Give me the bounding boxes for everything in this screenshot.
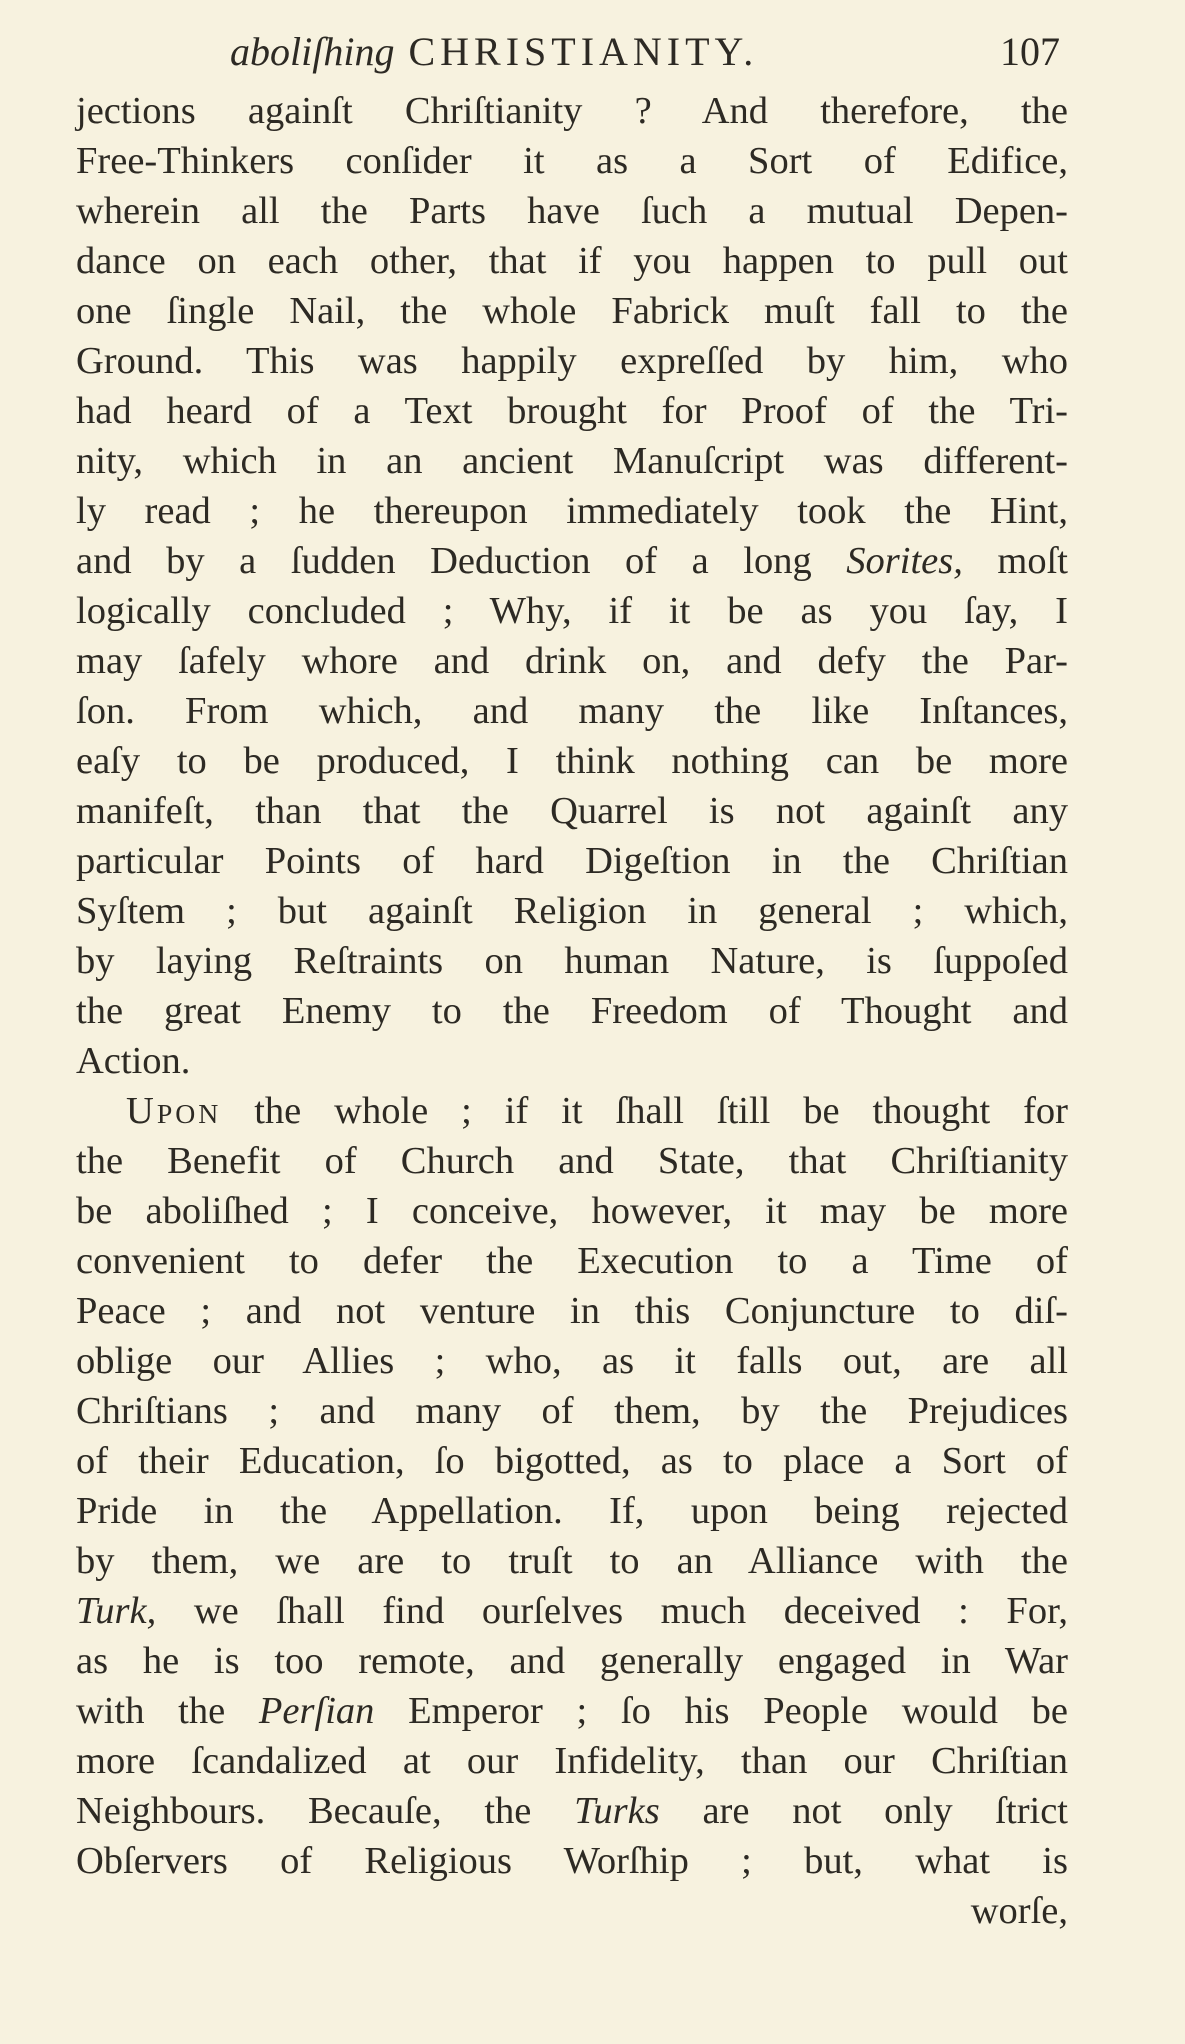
italic-word: Sorites,: [846, 540, 963, 582]
line-text: Free-Thinkers conſider it as a Sort of Edifice,: [76, 140, 1068, 182]
text-line: [76, 136, 1068, 186]
line-text: by laying Reſtraints on human Nature, is ſuppoſed: [76, 940, 1068, 982]
italic-word: Turk,: [76, 1590, 157, 1632]
text-line: [76, 1236, 1068, 1286]
text-line: [76, 1286, 1068, 1336]
text-line: [76, 1036, 1068, 1086]
line-text: Action.: [76, 1040, 191, 1082]
running-head-italic: aboliſhing: [230, 29, 395, 74]
line-text: be aboliſhed ; I conceive, however, it may be more: [76, 1190, 1068, 1232]
line-text: Obſervers of Religious Worſhip ; but, what is: [76, 1840, 1068, 1882]
line-text: convenient to defer the Execution to a Time of: [76, 1240, 1068, 1282]
line-text: moſt: [962, 540, 1068, 582]
text-line: [76, 736, 1068, 786]
page-number: 107: [1000, 29, 1060, 74]
line-text: Ground. This was happily expreſſed by him, who: [76, 340, 1068, 382]
line-text: ſon. From which, and many the like Inſtances,: [76, 690, 1068, 732]
text-line: [76, 1336, 1068, 1386]
text-line: [76, 1636, 1068, 1686]
text-line: [76, 986, 1068, 1036]
text-line: [76, 886, 1068, 936]
text-line: [76, 1436, 1068, 1486]
catchword: [76, 1886, 1068, 1936]
text-line: [76, 336, 1068, 386]
line-text: nity, which in an ancient Manuſcript was different-: [76, 440, 1068, 482]
line-text: we ſhall find ourſelves much deceived : For,: [156, 1590, 1068, 1632]
line-text: worſe,: [970, 1890, 1068, 1932]
small-caps-word: UPON: [126, 1090, 222, 1132]
line-text: the Benefit of Church and State, that Chriſtianity: [76, 1140, 1068, 1182]
text-line: [76, 1786, 1068, 1836]
line-text: and by a ſudden Deduction of a long: [76, 540, 847, 582]
line-text: particular Points of hard Digeſtion in the Chriſtian: [76, 840, 1068, 882]
line-text: more ſcandalized at our Infidelity, than our Chriſtian: [76, 1740, 1068, 1782]
text-line: [76, 286, 1068, 336]
line-text: eaſy to be produced, I think nothing can be more: [76, 740, 1068, 782]
line-text: had heard of a Text brought for Proof of the Tri-: [76, 390, 1068, 432]
line-text: jections againſt Chriſtianity ? And therefore, the: [76, 90, 1068, 132]
line-text: Pride in the Appellation. If, upon being rejected: [76, 1490, 1068, 1532]
text-line: [76, 1586, 1068, 1636]
text-line: [76, 936, 1068, 986]
line-text: one ſingle Nail, the whole Fabrick muſt fall to the: [76, 290, 1068, 332]
line-text: oblige our Allies ; who, as it falls out, are all: [76, 1340, 1068, 1382]
text-line: [76, 486, 1068, 536]
text-line: [76, 1836, 1068, 1886]
running-header: [230, 22, 1060, 82]
body-text: [76, 86, 1068, 1936]
text-line: [76, 686, 1068, 736]
text-line: [76, 236, 1068, 286]
line-text: as he is too remote, and generally engaged in War: [76, 1640, 1068, 1682]
line-text: the great Enemy to the Freedom of Thought and: [76, 990, 1068, 1032]
line-text: Neighbours. Becauſe, the: [76, 1790, 575, 1832]
text-line: [76, 1086, 1068, 1136]
text-line: [76, 1136, 1068, 1186]
line-text: Syſtem ; but againſt Religion in general ; which,: [76, 890, 1068, 932]
text-line: [76, 1686, 1068, 1736]
text-line: [76, 536, 1068, 586]
line-text: are not only ſtrict: [659, 1790, 1069, 1832]
line-text: manifeſt, than that the Quarrel is not againſt any: [76, 790, 1068, 832]
line-text: logically concluded ; Why, if it be as you ſay, I: [76, 590, 1068, 632]
text-line: [76, 1186, 1068, 1236]
line-text: ly read ; he thereupon immediately took the Hint,: [76, 490, 1068, 532]
text-line: [76, 186, 1068, 236]
text-line: [76, 1386, 1068, 1436]
text-line: [76, 1486, 1068, 1536]
line-text: Emperor ; ſo his People would be: [374, 1690, 1068, 1732]
text-line: [76, 86, 1068, 136]
line-text: the whole ; if it ſhall ſtill be thought for: [221, 1090, 1068, 1132]
line-text: may ſafely whore and drink on, and defy the Par-: [76, 640, 1068, 682]
text-line: [76, 786, 1068, 836]
text-line: [76, 586, 1068, 636]
line-text: of their Education, ſo bigotted, as to place a Sort of: [76, 1440, 1068, 1482]
line-text: wherein all the Parts have ſuch a mutual Depen-: [76, 190, 1068, 232]
text-line: [76, 1536, 1068, 1586]
line-text: dance on each other, that if you happen to pull out: [76, 240, 1068, 282]
text-line: [76, 436, 1068, 486]
running-head-title: CHRISTIANITY.: [408, 29, 759, 74]
line-text: with the: [76, 1690, 259, 1732]
italic-word: Perſian: [258, 1690, 375, 1732]
line-text: Chriſtians ; and many of them, by the Prejudices: [76, 1390, 1068, 1432]
line-text: Peace ; and not venture in this Conjuncture to diſ-: [76, 1290, 1068, 1332]
text-line: [76, 386, 1068, 436]
text-line: [76, 636, 1068, 686]
text-line: [76, 836, 1068, 886]
text-line: [76, 1736, 1068, 1786]
italic-word: Turks: [574, 1790, 660, 1832]
line-text: by them, we are to truſt to an Alliance with the: [76, 1540, 1068, 1582]
